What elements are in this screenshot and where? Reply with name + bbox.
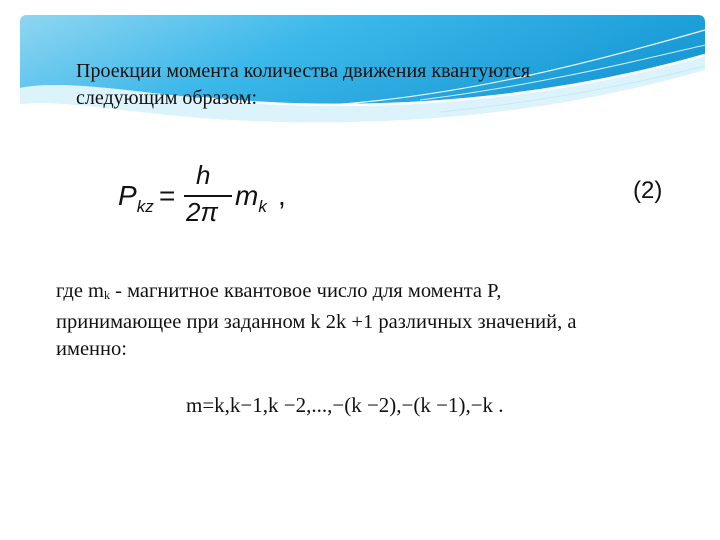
formula-numerator: h xyxy=(196,160,211,190)
body-line-1: где $m_k$ - магнитное квантовое число для момента P, xyxy=(56,280,502,302)
formula-lhs: $P_{kz}$ xyxy=(118,180,154,216)
slide-title xyxy=(76,58,676,112)
title-line-1: Проекции момента количества движения квантуются xyxy=(76,60,531,82)
formula-equals: = xyxy=(159,180,176,211)
projection-formula xyxy=(118,160,378,230)
values-equation: m=k,k−1,k −2,...,−(k −2),−(k −1),−k . xyxy=(186,393,504,417)
body-line-2: принимающее при заданном k 2k +1 различных значений, а xyxy=(56,311,577,333)
formula-denominator: 2π xyxy=(186,197,218,227)
formula-m-term: $m_k$ xyxy=(235,180,267,216)
formula-comma: , xyxy=(278,180,286,211)
body-paragraph xyxy=(56,278,686,363)
equation-number: (2) xyxy=(633,177,663,204)
title-line-2: следующим образом: xyxy=(76,87,258,109)
body-line-3: именно: xyxy=(56,338,127,360)
